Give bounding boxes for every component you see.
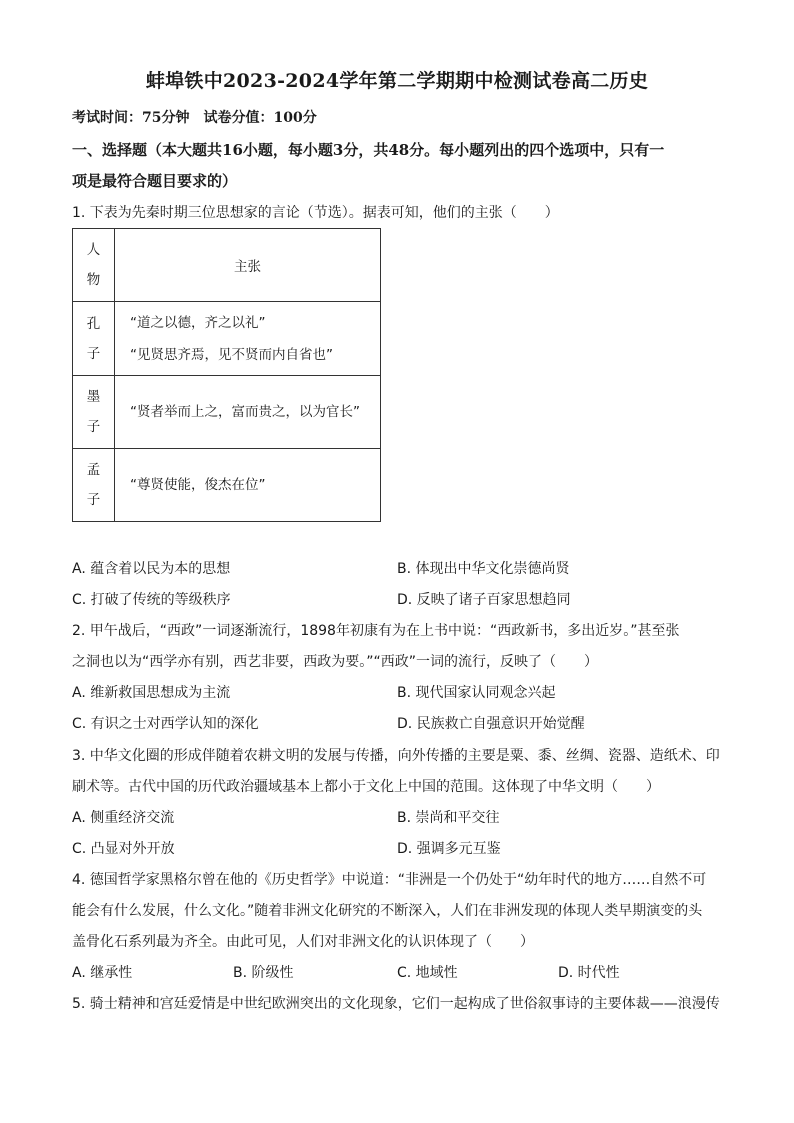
q3-option-d[interactable]: D. 强调多元互鉴 xyxy=(397,841,501,857)
q4-option-a[interactable]: A. 继承性 xyxy=(72,965,133,981)
table-row xyxy=(73,376,381,449)
exam-score: 试卷分值：100分 xyxy=(203,110,317,126)
q4-stem-line2: 能会有什么发展，什么文化。”随着非洲文化研究的不断深入，人们在非洲发现的体现人类早期演变的头 xyxy=(72,903,703,919)
q4-option-b[interactable]: B. 阶级性 xyxy=(233,965,294,981)
q4-stem-line1: 4. 德国哲学家黑格尔曾在他的《历史哲学》中说道：“非洲是一个仍处于“幼年时代的地方……自然不可 xyxy=(72,872,707,888)
q2-option-d[interactable]: D. 民族救亡自强意识开始觉醒 xyxy=(397,716,585,732)
person-char2: 子 xyxy=(86,345,101,362)
q1-option-a[interactable]: A. 蕴含着以民为本的思想 xyxy=(72,561,231,577)
table-row xyxy=(73,302,381,376)
exam-time: 考试时间：75分钟 xyxy=(72,110,190,126)
q3-option-b[interactable]: B. 崇尚和平交往 xyxy=(397,810,500,826)
person-char2: 子 xyxy=(86,419,101,435)
person-cell xyxy=(73,302,115,376)
person-char1: 墨 xyxy=(86,389,101,405)
q3-option-a[interactable]: A. 侧重经济交流 xyxy=(72,810,175,826)
table-row xyxy=(73,449,381,522)
header-person-char2: 物 xyxy=(86,272,101,288)
q4-option-c[interactable]: C. 地域性 xyxy=(397,965,458,981)
claim-quote: “见贤思齐焉，见不贤而内自省也” xyxy=(130,346,333,363)
q2-option-b[interactable]: B. 现代国家认同观念兴起 xyxy=(397,685,556,701)
person-char1: 孔 xyxy=(86,315,101,332)
q2-stem-line1: 2. 甲午战后，“西政”一词逐渐流行，1898年初康有为在上书中说：“西政新书，多出近岁。”甚至张 xyxy=(72,623,680,639)
q1-option-b[interactable]: B. 体现出中华文化崇德尚贤 xyxy=(397,561,570,577)
claim-quote: “尊贤使能，俊杰在位” xyxy=(130,477,266,493)
claim-cell xyxy=(115,302,381,376)
claim-quote: “道之以德，齐之以礼” xyxy=(130,314,266,331)
claim-cell xyxy=(115,449,381,522)
q3-stem-line2: 刷术等。古代中国的历代政治疆域基本上都小于文化上中国的范围。这体现了中华文明（ ） xyxy=(72,779,660,795)
claim-cell xyxy=(115,376,381,449)
q2-option-a[interactable]: A. 维新救国思想成为主流 xyxy=(72,685,231,701)
q1-option-d[interactable]: D. 反映了诸子百家思想趋同 xyxy=(397,592,571,608)
table-header-row xyxy=(73,229,381,302)
person-char2: 子 xyxy=(86,492,101,508)
q4-option-d[interactable]: D. 时代性 xyxy=(558,965,620,981)
claim-quote: “贤者举而上之，富而贵之，以为官长” xyxy=(130,404,360,420)
q5-stem-line1: 5. 骑士精神和宫廷爱情是中世纪欧洲突出的文化现象，它们一起构成了世俗叙事诗的主要体裁——浪漫传 xyxy=(72,996,720,1012)
q4-stem-line3: 盖骨化石系列最为齐全。由此可见，人们对非洲文化的认识体现了（ ） xyxy=(72,934,534,950)
person-char1: 孟 xyxy=(86,462,101,478)
q2-option-c[interactable]: C. 有识之士对西学认知的深化 xyxy=(72,716,259,732)
exam-meta xyxy=(72,108,317,128)
q3-stem-line1: 3. 中华文化圈的形成伴随着农耕文明的发展与传播，向外传播的主要是粟、黍、丝绸、瓷器、造纸术、印 xyxy=(72,748,720,764)
person-cell xyxy=(73,449,115,522)
section-heading-line2: 项是最符合题目要求的） xyxy=(72,172,238,190)
q2-stem-line2: 之洞也以为“西学亦有别，西艺非要，西政为要。”“西政”一词的流行，反映了（ ） xyxy=(72,654,599,670)
section-heading-line1: 一、选择题（本大题共16小题，每小题3分，共48分。每小题列出的四个选项中，只有一 xyxy=(72,141,665,159)
q1-option-c[interactable]: C. 打破了传统的等级秩序 xyxy=(72,592,231,608)
header-person-char1: 人 xyxy=(86,242,101,258)
person-cell xyxy=(73,376,115,449)
header-claim-cell: 主张 xyxy=(115,229,381,302)
q3-option-c[interactable]: C. 凸显对外开放 xyxy=(72,841,175,857)
q1-stem: 1. 下表为先秦时期三位思想家的言论（节选）。据表可知，他们的主张（ ） xyxy=(72,205,559,221)
header-person-cell xyxy=(73,229,115,302)
q1-table xyxy=(72,228,381,522)
exam-title: 蚌埠铁中2023-2024学年第二学期期中检测试卷高二历史 xyxy=(145,70,649,92)
